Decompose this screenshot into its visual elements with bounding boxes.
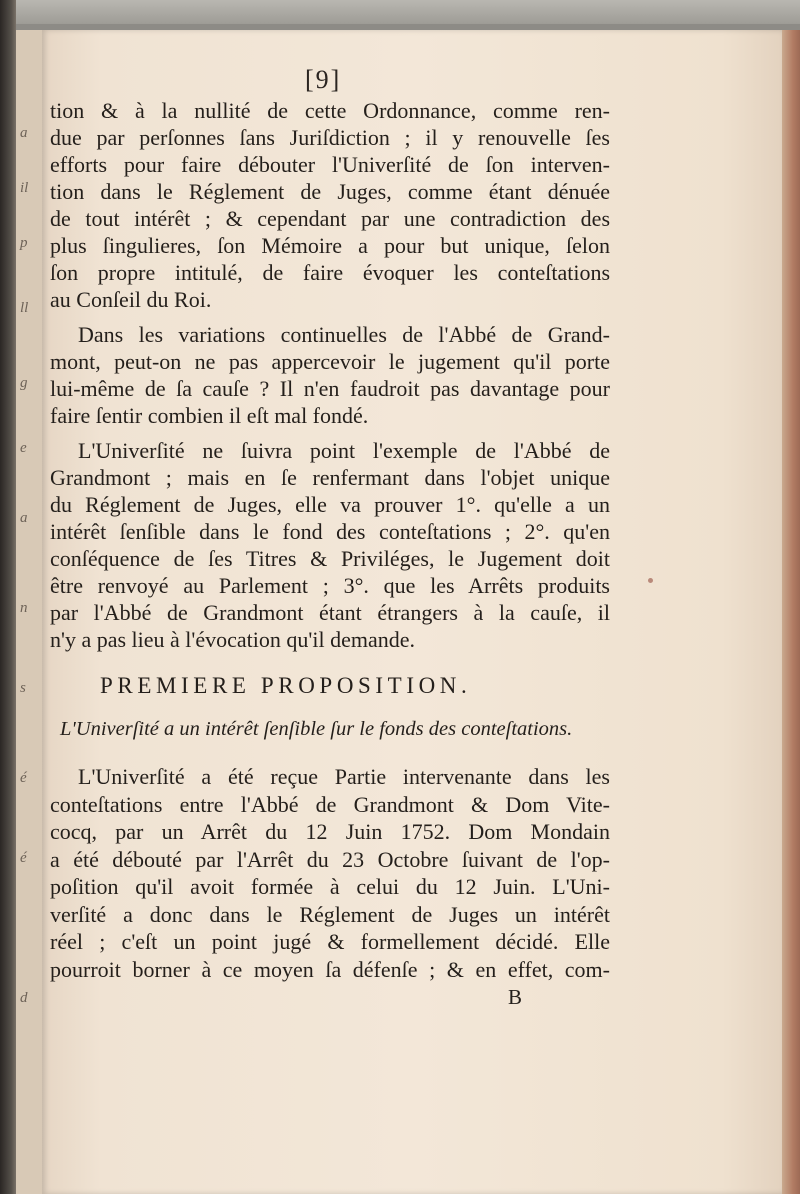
text-line: conſéquence de ſes Titres & Priviléges, le Jugement doit [50,546,610,571]
text-line: ſon propre intitulé, de faire évoquer les conteſtations [50,260,610,285]
facing-page-fragment: n [20,600,28,616]
facing-page-fragment: a [20,510,28,526]
signature-mark: B [508,985,523,1009]
facing-page-fragment: il [20,180,29,196]
text-line: réel ; c'eſt un point jugé & formellement décidé. Elle [50,929,610,954]
text-line: n'y a pas lieu à l'évocation qu'il demande. [50,627,415,652]
text-line: efforts pour faire débouter l'Univerſité de ſon interven- [50,152,610,177]
facing-page-fragment: é [20,850,27,866]
text-line: due par perſonnes ſans Juriſdiction ; il y renouvelle ſes [50,125,610,150]
text-line: cocq, par un Arrêt du 12 Juin 1752. Dom Mondain [50,819,610,844]
text-line: du Réglement de Juges, elle va prouver 1°. qu'elle a un [50,492,610,517]
text-line: être renvoyé au Parlement ; 3°. que les Arrêts produits [50,573,610,598]
text-line: poſition qu'il avoit formée à celui du 12 Juin. L'Uni- [50,874,610,899]
text-line: Dans les variations continuelles de l'Abbé de Grand- [78,322,610,347]
facing-page-fragment: d [20,990,28,1006]
text-line: plus ſingulieres, ſon Mémoire a pour but unique, ſelon [50,233,610,258]
text-line: conteſtations entre l'Abbé de Grandmont & Dom Vite- [50,791,610,817]
paragraph-3 [50,437,610,653]
page-right-edge [782,30,800,1194]
text-line: faire ſentir combien il eſt mal fondé. [50,403,369,428]
text-line: mont, peut-on ne pas appercevoir le jugement qu'il porte [50,349,610,374]
text-line: par l'Abbé de Grandmont étant étrangers à la cauſe, il [50,600,610,625]
book-spine-edge [0,0,16,1194]
section-heading: PREMIERE PROPOSITION. [100,673,472,698]
text-line: a été débouté par l'Arrêt du 23 Octobre ſuivant de l'op- [50,846,610,872]
text-line: au Conſeil du Roi. [50,287,212,312]
text-line: verſité a donc dans le Réglement de Juges un intérêt [50,901,610,927]
body-text-upper [50,97,610,653]
text-line: de tout intérêt ; & cependant par une contradiction des [50,206,610,231]
text-line: tion & à la nullité de cette Ordonnance, comme ren- [50,98,610,123]
facing-page-fragment: é [20,770,27,786]
text-line: pourroit borner à ce moyen ſa défenſe ; & en effet, com- [50,956,610,982]
section-subheading: L'Univerſité a un intérêt ſenſible ſur le fonds des conteſtations. [60,718,573,740]
paragraph-4 [50,763,610,983]
facing-page-fragment: p [20,235,28,251]
body-text-lower [50,763,610,983]
facing-page-fragment: a [20,125,28,141]
paper-stain [648,578,653,583]
page-number: [9] [305,65,342,94]
text-line: Grandmont ; mais en ſe renfermant dans l'objet unique [50,465,610,490]
facing-page-fragment: e [20,440,27,456]
paragraph-2 [50,321,610,429]
text-line: L'Univerſité a été reçue Partie intervenante dans les [78,764,610,789]
text-line: L'Univerſité ne ſuivra point l'exemple de l'Abbé de [78,438,610,463]
text-line: intérêt ſenſible dans le fond des conteſtations ; 2°. qu'en [50,519,610,544]
paragraph-1 [50,97,610,313]
book-top-edge [0,0,800,24]
facing-page-fragment: g [20,375,28,391]
text-line: lui-même de ſa cauſe ? Il n'en faudroit pas davantage pour [50,376,610,401]
facing-page-fragment: ll [20,300,29,316]
facing-page-fragment: s [20,680,26,696]
text-line: tion dans le Réglement de Juges, comme étant dénuée [50,179,610,204]
